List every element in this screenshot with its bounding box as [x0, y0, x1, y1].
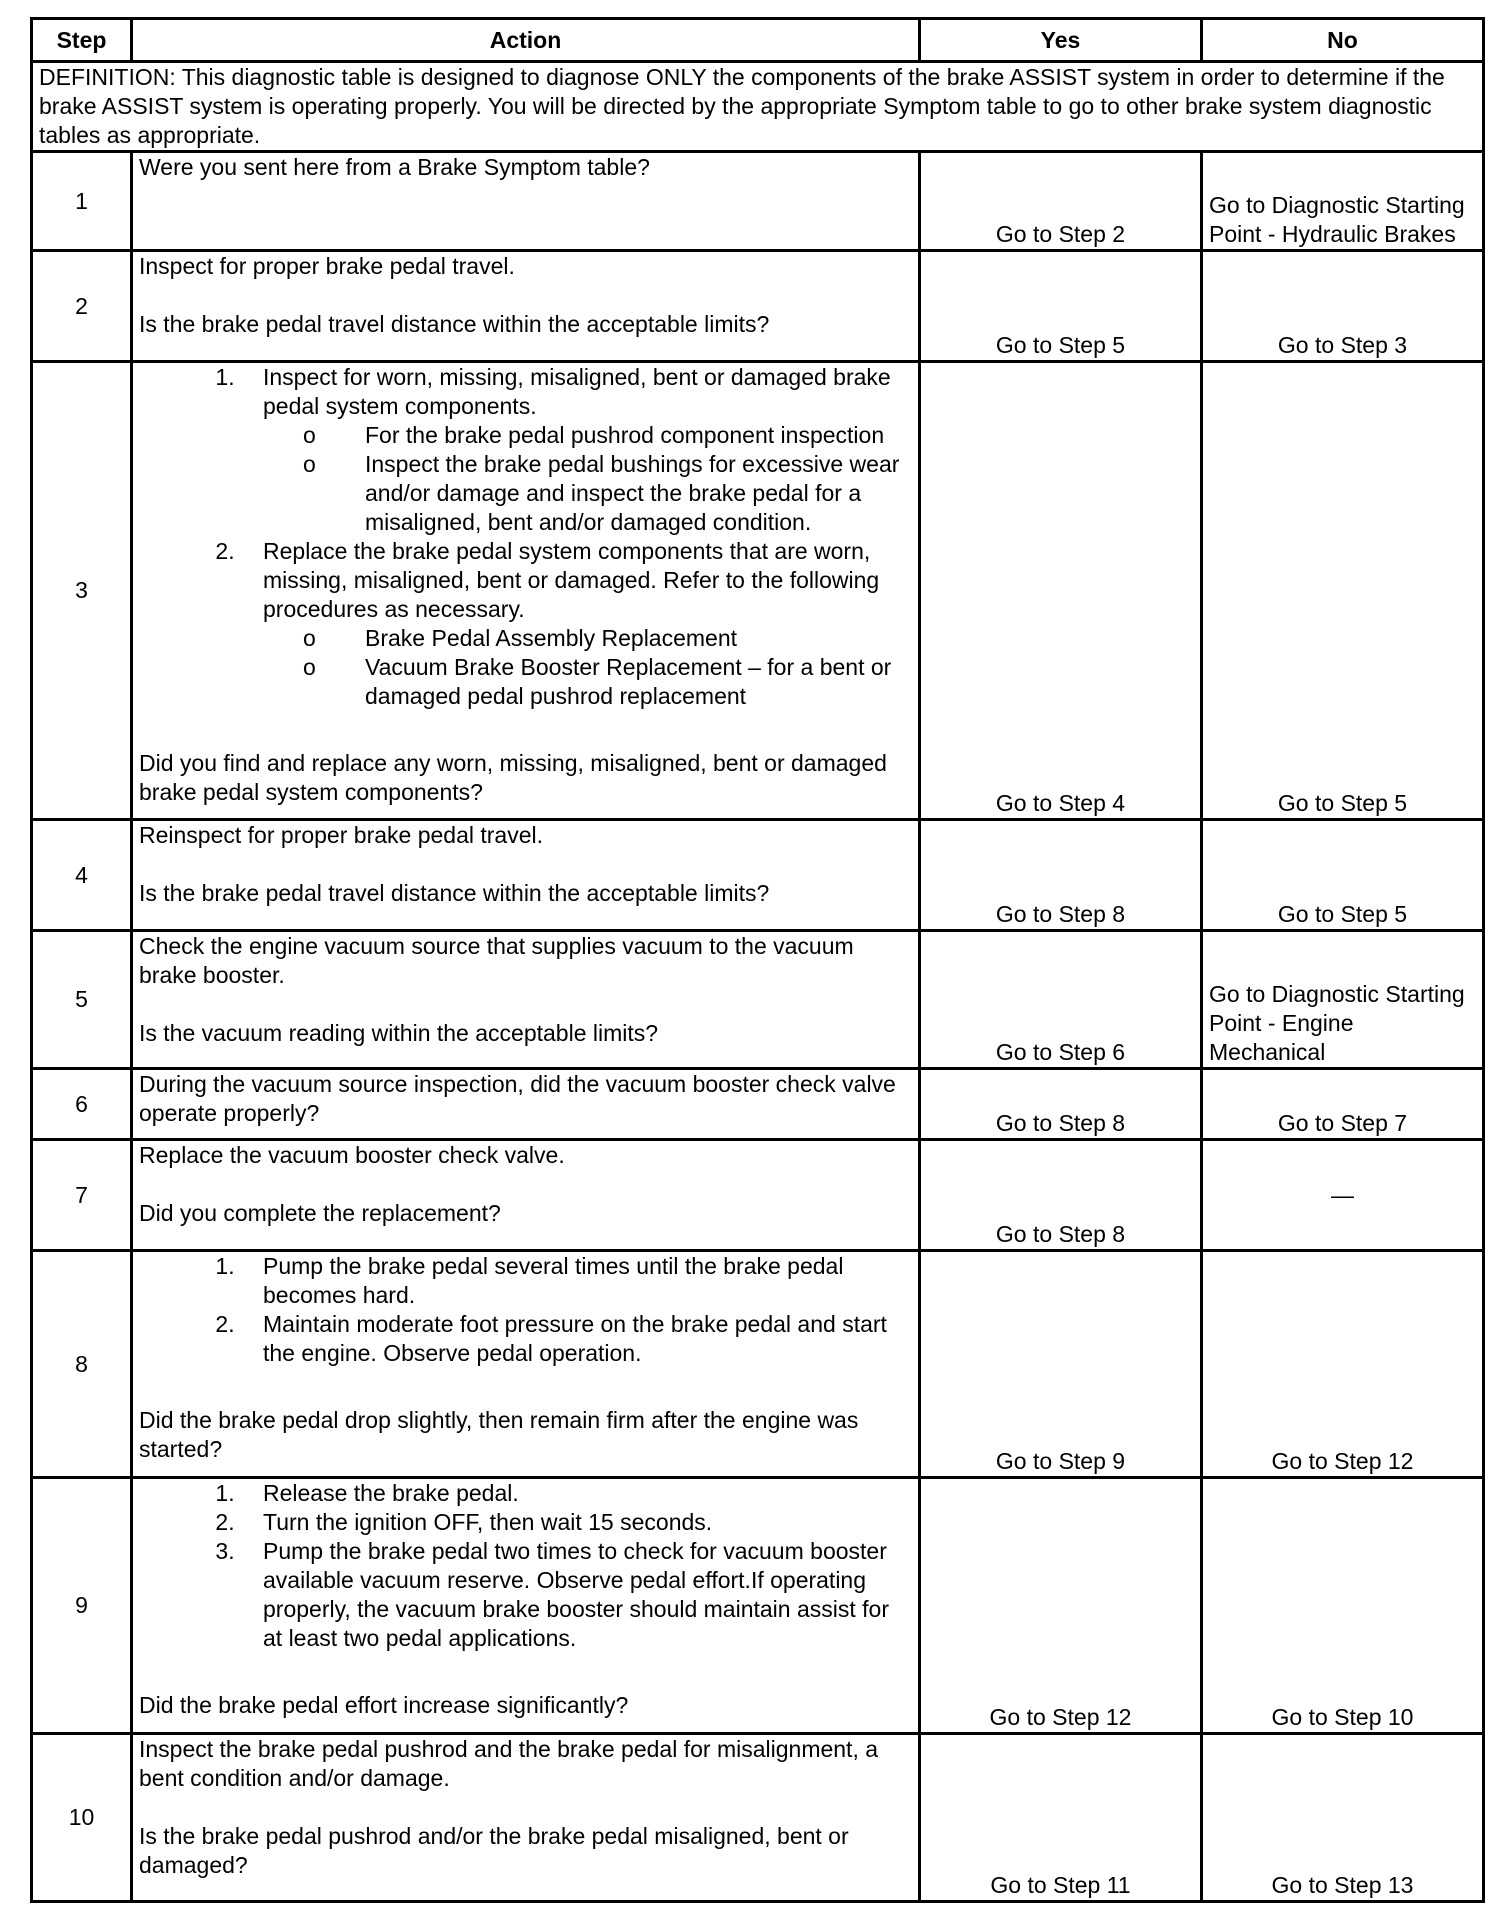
action-cell: [132, 251, 920, 362]
step-number: 2: [32, 251, 132, 362]
header-yes: Yes: [920, 19, 1202, 62]
table-row: [32, 931, 1484, 1069]
action-cell: [132, 820, 920, 931]
action-question: Is the brake pedal travel distance within the acceptable limits?: [139, 311, 770, 337]
procedure-item: 1. Release the brake pedal.: [241, 1479, 912, 1508]
yes-result: Go to Step 12: [920, 1478, 1202, 1734]
table-row: [32, 1734, 1484, 1902]
yes-result: Go to Step 11: [920, 1734, 1202, 1902]
diagnostic-table: [30, 17, 1485, 1903]
action-cell: [132, 1251, 920, 1478]
procedure-item: 1. Inspect for worn, missing, misaligned, bent or damaged brake pedal system components. o For the brake pedal pushrod component inspection o Inspect the brake pedal bushings for excessive wear and/or damage and inspect the brake pedal for a misaligned, bent and/or damaged condition.: [241, 363, 912, 537]
action-question: Did the brake pedal drop slightly, then remain firm after the engine was started?: [139, 1407, 859, 1462]
table-row: [32, 1069, 1484, 1140]
step-number: 4: [32, 820, 132, 931]
procedure-item: 2. Turn the ignition OFF, then wait 15 seconds.: [241, 1508, 912, 1537]
table-row: [32, 1140, 1484, 1251]
yes-result: Go to Step 2: [920, 152, 1202, 251]
action-intro: Check the engine vacuum source that supplies vacuum to the vacuum brake booster.: [139, 933, 854, 988]
sub-item: o Vacuum Brake Booster Replacement – for a bent or damaged pedal pushrod replacement: [343, 653, 912, 711]
procedure-item: 3. Pump the brake pedal two times to check for vacuum booster available vacuum reserve. Observe pedal effort.If operating properly, the vacuum brake booster should maintain assist for at least two pedal applications.: [241, 1537, 912, 1653]
action-question: During the vacuum source inspection, did the vacuum booster check valve operate properly?: [139, 1071, 896, 1126]
yes-result: Go to Step 9: [920, 1251, 1202, 1478]
yes-result: Go to Step 6: [920, 931, 1202, 1069]
action-cell: [132, 1734, 920, 1902]
definition-text: DEFINITION: This diagnostic table is designed to diagnose ONLY the components of the brake ASSIST system in order to determine if the brake ASSIST system is operating properly. You will be directed by the appropriate Symptom table to go to other brake system diagnostic tables as appropriate.: [32, 62, 1484, 152]
no-result: Go to Step 5: [1202, 820, 1484, 931]
table-row: [32, 820, 1484, 931]
action-question: Did the brake pedal effort increase significantly?: [139, 1692, 629, 1718]
no-result: Go to Diagnostic Starting Point - Engine Mechanical: [1202, 931, 1484, 1069]
header-row: [32, 19, 1484, 62]
table-row: [32, 152, 1484, 251]
no-result: Go to Step 13: [1202, 1734, 1484, 1902]
sub-item: o Inspect the brake pedal bushings for excessive wear and/or damage and inspect the brake pedal for a misaligned, bent and/or damaged condition.: [343, 450, 912, 537]
header-no: No: [1202, 19, 1484, 62]
sub-list: [263, 624, 912, 711]
no-result: Go to Diagnostic Starting Point - Hydraulic Brakes: [1202, 152, 1484, 251]
action-question: Did you find and replace any worn, missing, misaligned, bent or damaged brake pedal system components?: [139, 750, 887, 805]
yes-result: Go to Step 5: [920, 251, 1202, 362]
sub-list: [263, 421, 912, 537]
yes-result: Go to Step 8: [920, 1069, 1202, 1140]
definition-row: [32, 62, 1484, 152]
step-number: 5: [32, 931, 132, 1069]
action-intro: Replace the vacuum booster check valve.: [139, 1142, 565, 1168]
table-row: [32, 251, 1484, 362]
step-number: 7: [32, 1140, 132, 1251]
step-number: 9: [32, 1478, 132, 1734]
step-number: 6: [32, 1069, 132, 1140]
procedure-list: [139, 363, 912, 711]
procedure-item: 1. Pump the brake pedal several times until the brake pedal becomes hard.: [241, 1252, 912, 1310]
yes-result: Go to Step 4: [920, 362, 1202, 820]
no-result: Go to Step 12: [1202, 1251, 1484, 1478]
no-result: Go to Step 5: [1202, 362, 1484, 820]
header-action: Action: [132, 19, 920, 62]
action-cell: [132, 362, 920, 820]
yes-result: Go to Step 8: [920, 1140, 1202, 1251]
action-intro: Reinspect for proper brake pedal travel.: [139, 822, 543, 848]
action-cell: [132, 1478, 920, 1734]
action-question: Did you complete the replacement?: [139, 1200, 501, 1226]
action-cell: [132, 152, 920, 251]
procedure-item: 2. Maintain moderate foot pressure on the brake pedal and start the engine. Observe pedal operation.: [241, 1310, 912, 1368]
table-row: [32, 362, 1484, 820]
table-row: [32, 1251, 1484, 1478]
action-cell: [132, 931, 920, 1069]
procedure-item: 2. Replace the brake pedal system components that are worn, missing, misaligned, bent or damaged. Refer to the following procedures as necessary. o Brake Pedal Assembly Replacement o Vacuum Brake Booster Replacement – for a bent or damaged pedal pushrod replacement: [241, 537, 912, 711]
step-number: 8: [32, 1251, 132, 1478]
no-result: —: [1202, 1140, 1484, 1251]
sub-item: o Brake Pedal Assembly Replacement: [343, 624, 912, 653]
procedure-list: [139, 1252, 912, 1368]
step-number: 10: [32, 1734, 132, 1902]
step-number: 1: [32, 152, 132, 251]
action-cell: [132, 1140, 920, 1251]
action-question: Is the vacuum reading within the acceptable limits?: [139, 1020, 659, 1046]
action-intro: Inspect the brake pedal pushrod and the brake pedal for misalignment, a bent condition and/or damage.: [139, 1736, 879, 1791]
no-result: Go to Step 3: [1202, 251, 1484, 362]
procedure-list: [139, 1479, 912, 1653]
action-question: Is the brake pedal travel distance within the acceptable limits?: [139, 880, 770, 906]
action-question: Were you sent here from a Brake Symptom table?: [139, 154, 650, 180]
action-question: Is the brake pedal pushrod and/or the brake pedal misaligned, bent or damaged?: [139, 1823, 849, 1878]
header-step: Step: [32, 19, 132, 62]
sub-item: o For the brake pedal pushrod component inspection: [343, 421, 912, 450]
no-result: Go to Step 7: [1202, 1069, 1484, 1140]
action-cell: [132, 1069, 920, 1140]
table-row: [32, 1478, 1484, 1734]
no-result: Go to Step 10: [1202, 1478, 1484, 1734]
yes-result: Go to Step 8: [920, 820, 1202, 931]
action-intro: Inspect for proper brake pedal travel.: [139, 253, 515, 279]
step-number: 3: [32, 362, 132, 820]
